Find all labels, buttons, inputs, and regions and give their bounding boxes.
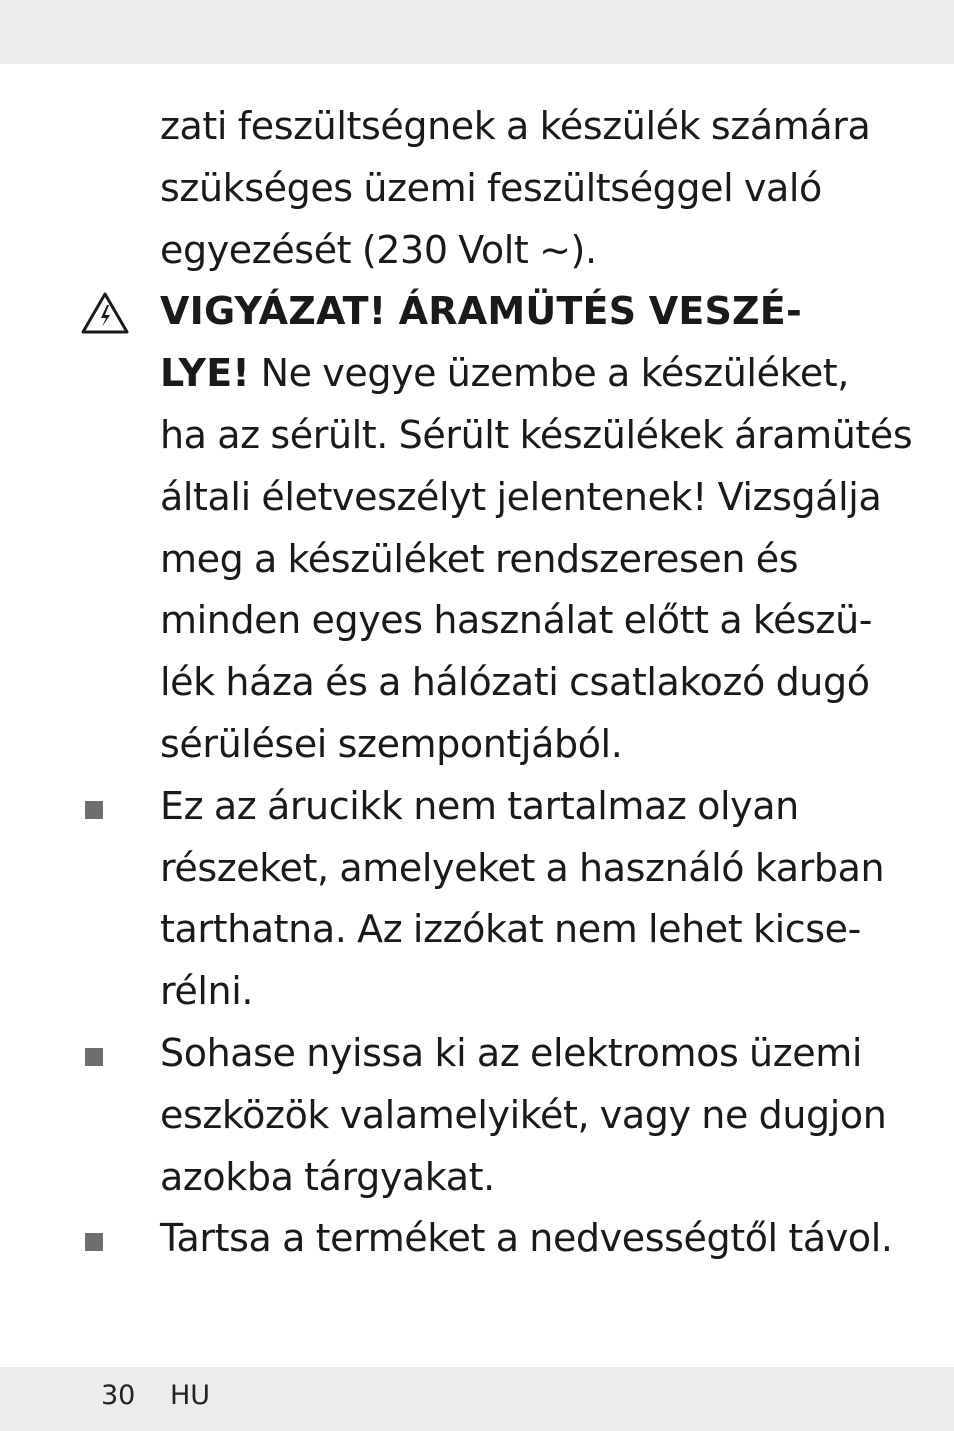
footer-band — [0, 1367, 954, 1431]
header-band — [0, 0, 954, 64]
bullet-item — [0, 1208, 954, 1270]
text-line: Tartsa a terméket a nedvességtől távol. — [160, 1216, 893, 1261]
square-bullet-icon — [85, 1233, 103, 1251]
text-line: egyezését (230 Volt ~). — [160, 227, 597, 272]
text-line: tarthatna. Az izzókat nem lehet kicse- — [160, 907, 861, 952]
text-line: zati feszültségnek a készülék számára — [160, 104, 871, 148]
text-line: meg a készüléket rendszeresen és — [160, 536, 799, 581]
electric-shock-warning-icon — [80, 291, 130, 335]
text-line: lék háza és a hálózati csatlakozó dugó — [160, 660, 870, 705]
text-line: minden egyes használat előtt a készü- — [160, 598, 873, 643]
page-content — [0, 96, 954, 1270]
text-line: rélni. — [160, 969, 254, 1014]
text-line: Ne vegye üzembe a készüléket, — [249, 351, 849, 396]
text-line: azokba tárgyakat. — [160, 1154, 495, 1199]
bullet-item — [0, 776, 954, 1023]
warning-heading-end: LYE! — [160, 351, 250, 396]
warning-paragraph — [0, 281, 954, 775]
text-line: szükséges üzemi feszültséggel való — [160, 165, 822, 210]
bullet-item — [0, 1023, 954, 1208]
text-line: általi életveszélyt jelentenek! Vizsgálja — [160, 474, 882, 519]
square-bullet-icon — [85, 1048, 103, 1066]
square-bullet-icon — [85, 801, 103, 819]
text-line: eszközök valamelyikét, vagy ne dugjon — [160, 1092, 887, 1137]
text-line: ha az sérült. Sérült készülékek áramütés — [160, 412, 913, 457]
page-number: 30 — [101, 1380, 136, 1411]
text-line: részeket, amelyeket a használó karban — [160, 845, 885, 890]
language-code: HU — [170, 1380, 211, 1411]
text-line: Sohase nyissa ki az elektromos üzemi — [160, 1030, 863, 1075]
text-line: sérülései szempontjából. — [160, 721, 623, 766]
continuation-paragraph — [0, 96, 954, 281]
text-line: Ez az árucikk nem tartalmaz olyan — [160, 783, 799, 828]
warning-heading: VIGYÁZAT! ÁRAMÜTÉS VESZÉ- — [160, 289, 802, 334]
